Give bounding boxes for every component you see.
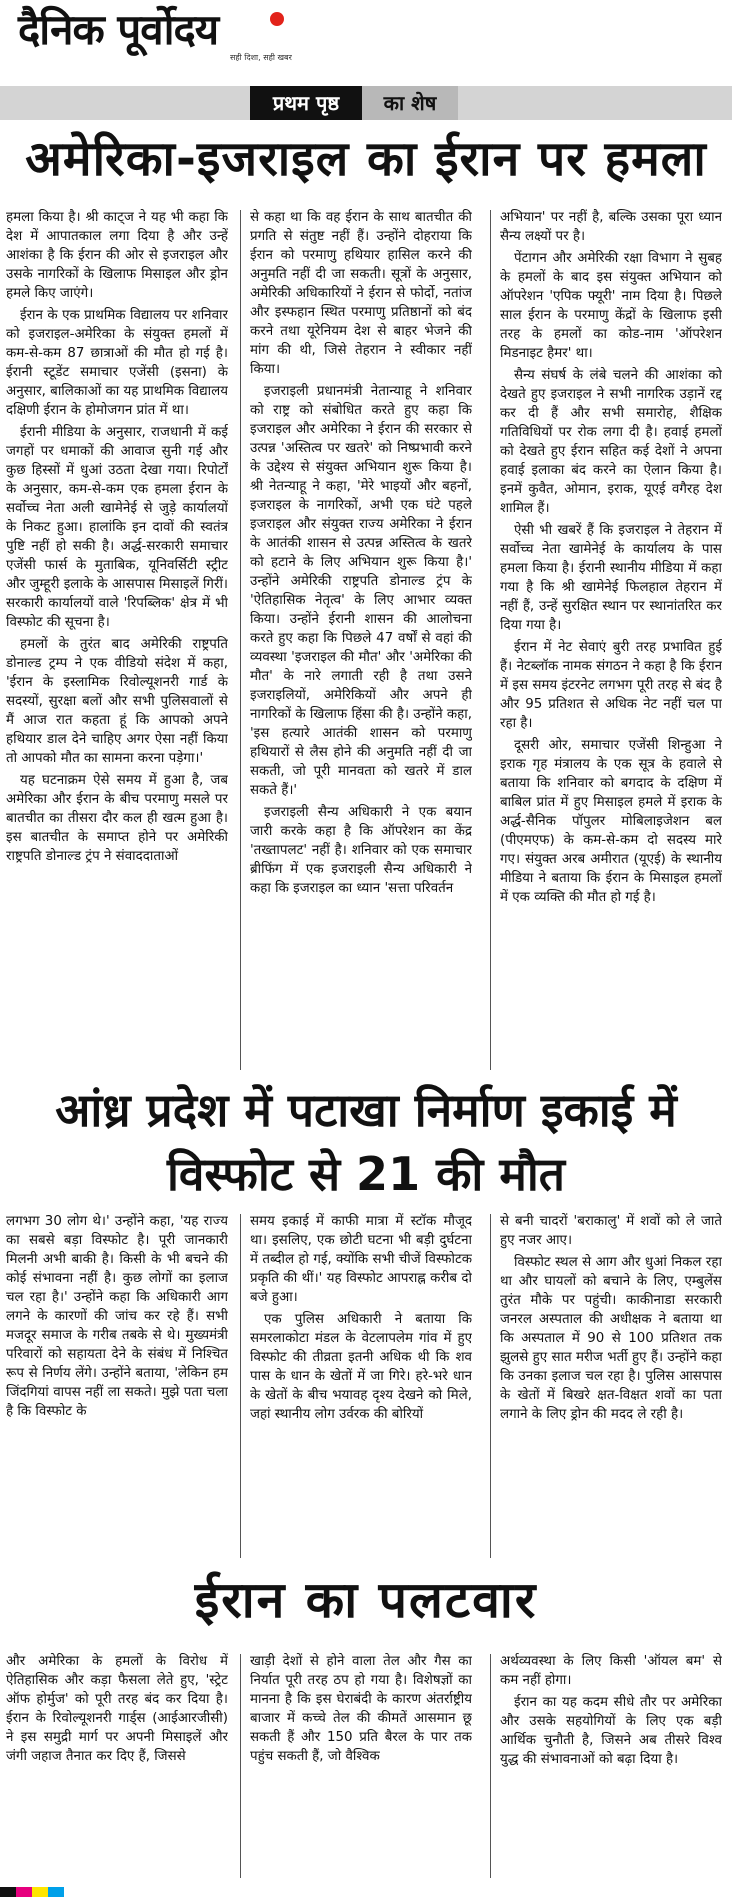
paragraph: समय इकाई में काफी मात्रा में स्टॉक मौजूद था। इसलिए, एक छोटी घटना भी बड़ी दुर्घटना में तब्दील हो गई, क्योंकि सभी चीजें विस्फोटक प्रकृति की थीं।' यह विस्फोट आपराह्न करीब दो बजे हुआ। [250, 1214, 472, 1305]
paragraph: से बनी चादरों 'बराकालु' में शवों को ले जाते हुए नजर आए। [500, 1214, 722, 1248]
logo-dot-icon [270, 12, 284, 26]
column-divider [490, 1654, 491, 1878]
article-1-headline: अमेरिका-इजराइल का ईरान पर हमला [25, 131, 707, 187]
section-band [0, 86, 732, 120]
paragraph: लगभग 30 लोग थे।' उन्होंने कहा, 'यह राज्य का सबसे बड़ा विस्फोट है। पूरी जानकारी मिलनी अभी बाकी है। किसी के भी बचने की कोई संभावना नहीं है। कुछ लोगों का इलाज चल रहा है।' उन्होंने कहा कि अधिकारी आग लगने के कारणों की जांच कर रहे हैं। सभी मजदूर समाज के गरीब तबके से थे। मुख्यमंत्री परिवारों को सहायता देने के संबंध में निश्चित रूप से निर्णय लेंगे। उन्होंने बताया, 'लेकिन हम जिंदगियां वापस नहीं ला सकते। मुझे पता चला है कि विस्फोट के [6, 1214, 228, 1419]
registration-swatch [48, 1887, 64, 1897]
paragraph: और अमेरिका के हमलों के विरोध में ऐतिहासिक और कड़ा फैसला लेते हुए, 'स्ट्रेट ऑफ होर्मुज' को पूरी तरह बंद कर दिया है। ईरान के रिवोल्यूशनरी गार्ड्स (आईआरजीसी) ने इस समुद्री मार्ग पर अपनी मिसाइलें और जंगी जहाज तैनात कर दिए हैं, जिससे [6, 1654, 228, 1764]
column-divider [490, 210, 491, 1070]
newspaper-logo: दैनिक पूर्वोदय [18, 5, 219, 54]
paragraph: अभियान' पर नहीं है, बल्कि उसका पूरा ध्यान सैन्य लक्ष्यों पर है। [500, 210, 722, 244]
band-right-fill [458, 86, 732, 120]
article-2-headline-line-2: विस्फोट से 21 की मौत [166, 1147, 565, 1201]
remainder-label: का शेष [362, 86, 458, 120]
paragraph: अर्थव्यवस्था के लिए किसी 'ऑयल बम' से कम नहीं होगा। [500, 1654, 722, 1688]
paragraph: से कहा था कि वह ईरान के साथ बातचीत की प्रगति से संतुष्ट नहीं हैं। उन्होंने दोहराया कि ईरान को परमाणु हथियार हासिल करने की अनुमति नहीं दी जा सकती। सूत्रों के अनुसार, अमेरिकी अधिकारियों ने ईरान से फोर्दो, नतांज और इस्फहान स्थित परमाणु प्रतिष्ठानों को बंद करने तथा यूरेनियम देश से बाहर भेजने की मांग की थी, जिसे तेहरान ने स्वीकार नहीं किया। [250, 210, 472, 377]
article-2-column-1 [6, 1212, 228, 1560]
registration-swatch [0, 1887, 16, 1897]
registration-swatch [32, 1887, 48, 1897]
column-divider [240, 210, 241, 1070]
article-2-headline-line-1: आंध्र प्रदेश में पटाखा निर्माण इकाई में [55, 1083, 677, 1137]
masthead [0, 0, 732, 80]
column-divider [240, 1214, 241, 1558]
article-1-column-1 [6, 208, 228, 1074]
article-3-headline: ईरान का पलटवार [194, 1571, 538, 1629]
paragraph: ईरान का यह कदम सीधे तौर पर अमेरिका और उसके सहयोगियों के लिए एक बड़ी आर्थिक चुनौती है, जिसने अब तीसरे विश्व युद्ध की संभावनाओं को बढ़ा दिया है। [500, 1695, 722, 1767]
front-page-label: प्रथम पृष्ठ [250, 86, 362, 120]
paragraph: ईरान के एक प्राथमिक विद्यालय पर शनिवार को इजराइल-अमेरिका के संयुक्त हमलों में कम-से-कम 87 छात्राओं की मौत हो गई है। ईरानी स्टूडेंट समाचार एजेंसी (इसना) के अनुसार, बालिकाओं का यह प्राथमिक विद्यालय दक्षिणी ईरान के होमोजगन प्रांत में था। [6, 308, 228, 418]
paragraph: इजराइली प्रधानमंत्री नेतान्याहू ने शनिवार को राष्ट्र को संबोधित करते हुए कहा कि इजराइल और अमेरिका ने ईरान की सरकार से उत्पन्न 'अस्तित्व पर खतरे' को निष्प्रभावी करने के उद्देश्य से संयुक्त अभियान शुरू किया है। श्री नेतन्याहू ने कहा, 'मेरे भाइयों और बहनों, इजराइल के नागरिकों, अभी एक घंटे पहले इजराइल और संयुक्त राज्य अमेरिका ने ईरान के आतंकी शासन से उत्पन्न अस्तित्व के खतरे को हटाने के लिए अभियान शुरू किया है।' उन्होंने अमेरिकी राष्ट्रपति डोनाल्ड ट्रंप के 'ऐतिहासिक नेतृत्व' के लिए आभार व्यक्त किया। उन्होंने ईरानी शासन की आलोचना करते हुए कहा कि पिछले 47 वर्षों से वहां की व्यवस्था 'इजराइल की मौत' और 'अमेरिका की मौत' के नारे लगाती रही है तथा उसने इजराइलियों, अमेरिकियों और अपने ही नागरिकों के खिलाफ हिंसा की है। उन्होंने कहा, 'इस हत्यारे आतंकी शासन को परमाणु हथियारों से लैस होने की अनुमति नहीं दी जा सकती, जो पूरी मानवता को खतरे में डाल सकते हैं।' [250, 384, 472, 798]
registration-swatch [16, 1887, 32, 1897]
paragraph: हमला किया है। श्री काट्ज ने यह भी कहा कि देश में आपातकाल लगा दिया है और उन्हें आशंका है कि ईरान की ओर से इजराइल और उसके नागरिकों के खिलाफ मिसाइल और ड्रोन हमले किए जाएंगे। [6, 210, 228, 301]
paragraph: ईरान में नेट सेवाएं बुरी तरह प्रभावित हुई हैं। नेटब्लॉक नामक संगठन ने कहा है कि ईरान में इस समय इंटरनेट लगभग पूरी तरह से बंद है और 95 प्रतिशत से अधिक नेट नहीं चल पा रहा है। [500, 640, 722, 731]
article-1-column-2 [250, 208, 472, 1074]
article-3-column-3 [500, 1652, 722, 1880]
band-left-fill [0, 86, 250, 120]
tagline: सही दिशा, सही खबर [230, 53, 292, 62]
paragraph: दूसरी ओर, समाचार एजेंसी शिन्हुआ ने इराक गृह मंत्रालय के एक सूत्र के हवाले से बताया कि शनिवार को बगदाद के दक्षिण में बाबिल प्रांत में हुए मिसाइल हमले में इराक के अर्द्ध-सैनिक पॉपुलर मोबिलाइजेशन बल (पीएमएफ) के कम-से-कम दो सदस्य मारे गए। संयुक्त अरब अमीरात (यूएई) के स्थानीय मीडिया ने बताया कि ईरान के मिसाइल हमलों में एक व्यक्ति की मौत हो गई है। [500, 738, 722, 905]
article-1-column-3 [500, 208, 722, 1074]
paragraph: इजराइली सैन्य अधिकारी ने एक बयान जारी करके कहा है कि ऑपरेशन का केंद्र 'तख्तापलट' नहीं है। शनिवार को एक समाचार ब्रीफिंग में एक इजराइली सैन्य अधिकारी ने कहा कि इजराइल का ध्यान 'सत्ता परिवर्तन [250, 805, 472, 896]
paragraph: सैन्य संघर्ष के लंबे चलने की आशंका को देखते हुए इजराइल ने सभी नागरिक उड़ानें रद्द कर दी हैं और सभी समारोह, शैक्षिक गतिविधियों पर रोक लगा दी है। हवाई हमलों को देखते हुए ईरान सहित कई देशों ने अपना हवाई इलाका बंद करने का ऐलान किया है। इनमें कुवैत, ओमान, इराक, यूएई वगैरह देश शामिल हैं। [500, 368, 722, 516]
paragraph: पेंटागन और अमेरिकी रक्षा विभाग ने सुबह के हमलों के बाद इस संयुक्त अभियान को ऑपरेशन 'एपिक फ्यूरी' नाम दिया है। पिछले साल ईरान के परमाणु केंद्रों के खिलाफ इसी तरह के हमलों का कोड-नाम 'ऑपरेशन मिडनाइट हैमर' था। [500, 251, 722, 361]
column-divider [490, 1214, 491, 1558]
article-3-column-1 [6, 1652, 228, 1880]
paragraph: खाड़ी देशों से होने वाला तेल और गैस का निर्यात पूरी तरह ठप हो गया है। विशेषज्ञों का मानना है कि इस घेराबंदी के कारण अंतर्राष्ट्रीय बाजार में कच्चे तेल की कीमतें आसमान छू सकती हैं और 150 प्रति बैरल के पार तक पहुंच सकती हैं, जो वैश्विक [250, 1654, 472, 1764]
paragraph: विस्फोट स्थल से आग और धुआं निकल रहा था और घायलों को बचाने के लिए, एम्बुलेंस तुरंत मौके पर पहुंची। काकीनाडा सरकारी जनरल अस्पताल की अधीक्षक ने बताया था कि अस्पताल में 90 से 100 प्रतिशत तक झुलसे हुए सात मरीज भर्ती हुए हैं। उन्होंने कहा कि उनका इलाज चल रहा है। पुलिस आसपास के खेतों में बिखरे क्षत-विक्षत शवों का पता लगाने के लिए ड्रोन की मदद ले रही है। [500, 1255, 722, 1422]
paragraph: ऐसी भी खबरें हैं कि इजराइल ने तेहरान में सर्वोच्च नेता खामेनेई के कार्यालय के पास हमला किया है। ईरानी स्थानीय मीडिया में कहा गया है कि श्री खामेनेई फिलहाल तेहरान में नहीं हैं, उन्हें सुरक्षित स्थान पर स्थानांतरित कर दिया गया है। [500, 523, 722, 633]
print-registration-bar [0, 1882, 80, 1892]
paragraph: हमलों के तुरंत बाद अमेरिकी राष्ट्रपति डोनाल्ड ट्रम्प ने एक वीडियो संदेश में कहा, 'ईरान के इस्लामिक रिवोल्यूशनरी गार्ड के सदस्यों, सुरक्षा बलों और सभी पुलिसवालों से मैं आज रात कहता हूं कि आपको अपने हथियार डाल देने चाहिए अगर ऐसा नहीं किया तो आपको मौत का सामना करना पड़ेगा।' [6, 637, 228, 766]
paragraph: ईरानी मीडिया के अनुसार, राजधानी में कई जगहों पर धमाकों की आवाज सुनी गई और कुछ हिस्सों में धुआं उठता देखा गया। रिपोर्टों के अनुसार, कम-से-कम एक हमला ईरान के सर्वोच्च नेता अली खामेनेई से जुड़े कार्यालयों के निकट हुआ। हालांकि इन दावों की स्वतंत्र पुष्टि नहीं हो सकी है। अर्द्ध-सरकारी समाचार एजेंसी फार्स के मुताबिक, यूनिवर्सिटी स्ट्रीट और जुम्हूरी इलाके के आसपास मिसाइलें गिरीं। सरकारी कार्यालयों वाले 'रिपब्लिक' क्षेत्र में भी विस्फोट की सूचना है। [6, 425, 228, 630]
article-2-column-3 [500, 1212, 722, 1560]
paragraph: एक पुलिस अधिकारी ने बताया कि समरलाकोटा मंडल के वेटलापलेम गांव में हुए विस्फोट की तीव्रता इतनी अधिक थी कि शव पास के धान के खेतों में जा गिरे। हरे-भरे धान के खेतों के बीच भयावह दृश्य देखने को मिले, जहां स्थानीय लोग उर्वरक की बोरियों [250, 1312, 472, 1422]
article-2-column-2 [250, 1212, 472, 1560]
article-3-column-2 [250, 1652, 472, 1880]
paragraph: यह घटनाक्रम ऐसे समय में हुआ है, जब अमेरिका और ईरान के बीच परमाणु मसले पर बातचीत का तीसरा दौर कल ही खत्म हुआ है। इस बातचीत के समाप्त होने पर अमेरिकी राष्ट्रपति डोनाल्ड ट्रंप ने संवाददाताओं [6, 773, 228, 864]
column-divider [240, 1654, 241, 1878]
